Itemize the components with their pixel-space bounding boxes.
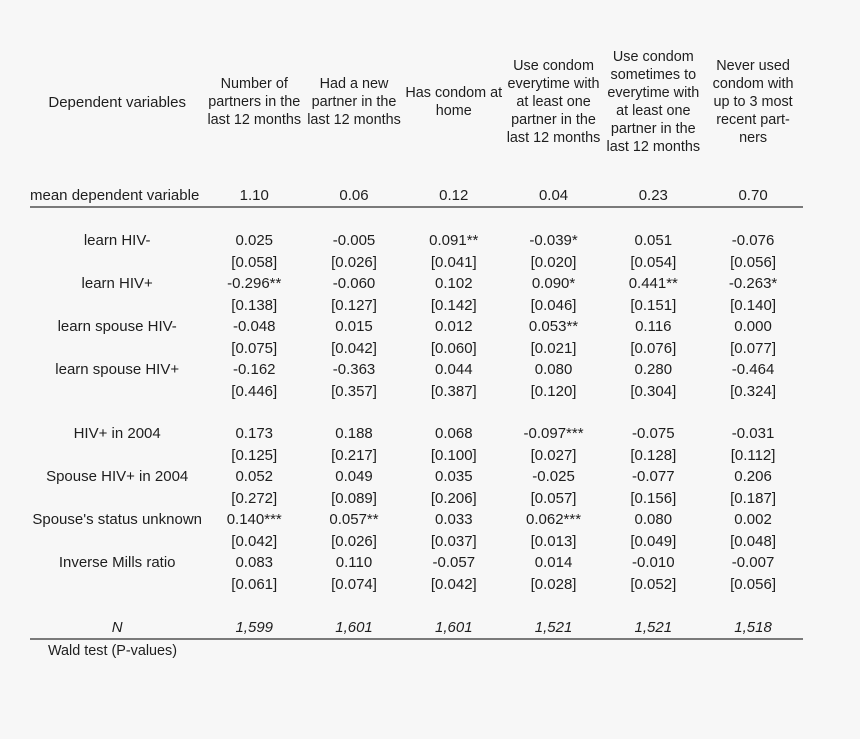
n-value: 1,518 (734, 619, 772, 636)
row-label: learn spouse HIV+ (55, 361, 180, 379)
coefficient-cell: 0.002 (734, 511, 772, 529)
mean-value: 0.70 (738, 186, 768, 204)
n-value: 1,601 (335, 619, 373, 636)
standard-error-cell: [0.021] (530, 339, 577, 357)
standard-error-cell: [0.128] (630, 446, 677, 464)
row-label: learn HIV- (83, 232, 151, 250)
standard-error-cell: [0.304] (630, 382, 677, 400)
standard-error-cell: [0.041] (430, 253, 477, 271)
coefficient-cell: 0.441** (628, 275, 678, 293)
standard-error-cell: [0.075] (231, 339, 278, 357)
n-value: 1,601 (435, 619, 473, 636)
standard-error-cell: [0.089] (331, 489, 377, 507)
standard-error-cell: [0.026] (331, 532, 377, 550)
coefficient-cell: 0.080 (534, 361, 573, 379)
coefficient-cell: 0.080 (634, 511, 673, 529)
coefficient-cell: -0.005 (332, 232, 376, 250)
mean-value: 0.04 (538, 186, 569, 204)
coefficient-cell: 0.053** (528, 318, 579, 336)
footer-note: Wald test (P-values) (48, 643, 178, 659)
coefficient-cell: 0.280 (634, 361, 673, 379)
coefficient-cell: 0.062*** (526, 511, 582, 529)
coefficient-cell: -0.039* (529, 232, 578, 250)
coefficient-cell: 0.012 (435, 318, 473, 336)
standard-error-cell: [0.042] (430, 575, 477, 593)
regression-table (30, 36, 803, 659)
header-label: Dependent variables (48, 93, 186, 111)
divider-line (30, 638, 803, 640)
standard-error-cell: [0.100] (430, 446, 477, 464)
mean-value: 0.12 (439, 186, 469, 204)
standard-error-row (30, 445, 803, 467)
row-label: N (111, 619, 123, 636)
column-header: Use condom sometimes to everytime with at least one partner in the last 12 months (606, 49, 701, 155)
column-header: Number of partners in the last 12 months (207, 76, 302, 128)
coefficient-cell: 0.035 (435, 468, 473, 486)
row-label: learn HIV+ (81, 275, 153, 293)
standard-error-cell: [0.054] (630, 253, 677, 271)
mean-value: 1.10 (239, 186, 269, 204)
coefficient-cell: -0.007 (731, 554, 775, 572)
coefficient-cell: -0.077 (632, 468, 675, 486)
column-header: Use condom everytime with at least one partner in the last 12 months (506, 58, 601, 146)
column-header: Had a new partner in the last 12 months (307, 76, 401, 128)
standard-error-cell: [0.056] (730, 253, 776, 271)
header-row (30, 36, 803, 168)
row-label: mean dependent variable (30, 186, 200, 204)
coefficient-row (30, 359, 803, 381)
coefficient-cell: 0.033 (435, 511, 473, 529)
row-label: learn spouse HIV- (57, 318, 177, 336)
coefficient-row (30, 509, 803, 531)
standard-error-cell: [0.042] (231, 532, 278, 550)
coefficient-cell: 0.052 (235, 468, 274, 486)
row-label: Spouse HIV+ in 2004 (46, 468, 189, 486)
coefficient-cell: 0.014 (534, 554, 573, 572)
standard-error-row (30, 252, 803, 274)
standard-error-cell: [0.046] (530, 296, 577, 314)
standard-error-cell: [0.013] (530, 532, 577, 550)
standard-error-cell: [0.076] (630, 339, 677, 357)
standard-error-cell: [0.142] (430, 296, 477, 314)
n-row (30, 617, 803, 638)
standard-error-cell: [0.052] (630, 575, 677, 593)
standard-error-cell: [0.056] (730, 575, 776, 593)
coefficient-row (30, 552, 803, 574)
coefficient-cell: 0.188 (335, 425, 373, 443)
mean-row (30, 184, 803, 206)
coefficient-cell: 0.057** (329, 511, 379, 529)
coefficient-cell: -0.048 (232, 318, 276, 336)
coefficient-block-2 (30, 423, 803, 595)
coefficient-cell: 0.025 (235, 232, 274, 250)
mean-value: 0.06 (339, 186, 369, 204)
standard-error-cell: [0.217] (331, 446, 377, 464)
coefficient-row (30, 273, 803, 295)
coefficient-cell: 0.206 (734, 468, 772, 486)
standard-error-cell: [0.324] (730, 382, 776, 400)
coefficient-cell: -0.057 (432, 554, 476, 572)
coefficient-cell: -0.075 (632, 425, 675, 443)
coefficient-cell: -0.263* (728, 275, 778, 293)
n-value: 1,521 (634, 619, 673, 636)
coefficient-cell: 0.091** (429, 232, 479, 250)
column-header: Never used condom with up to 3 most recent part-ners (712, 58, 794, 146)
standard-error-cell: [0.125] (231, 446, 278, 464)
standard-error-cell: [0.187] (730, 489, 776, 507)
coefficient-cell: 0.116 (635, 318, 672, 336)
standard-error-row (30, 295, 803, 317)
coefficient-cell: -0.296** (227, 275, 282, 293)
coefficient-row (30, 230, 803, 252)
standard-error-cell: [0.446] (231, 382, 278, 400)
standard-error-cell: [0.151] (630, 296, 677, 314)
row-label: Spouse's status unknown (32, 511, 202, 529)
standard-error-cell: [0.048] (730, 532, 776, 550)
coefficient-cell: -0.363 (332, 361, 376, 379)
coefficient-cell: 0.049 (335, 468, 373, 486)
standard-error-cell: [0.120] (530, 382, 577, 400)
standard-error-cell: [0.060] (430, 339, 477, 357)
coefficient-cell: -0.076 (731, 232, 775, 250)
coefficient-cell: 0.000 (734, 318, 772, 336)
coefficient-cell: 0.090* (531, 275, 576, 293)
coefficient-cell: -0.162 (232, 361, 276, 379)
coefficient-cell: 0.140*** (226, 511, 282, 529)
coefficient-row (30, 423, 803, 445)
standard-error-cell: [0.387] (430, 382, 477, 400)
coefficient-cell: 0.051 (634, 232, 673, 250)
standard-error-row (30, 488, 803, 510)
standard-error-cell: [0.206] (430, 489, 477, 507)
standard-error-cell: [0.156] (630, 489, 677, 507)
coefficient-cell: 0.110 (335, 554, 373, 572)
standard-error-cell: [0.049] (630, 532, 677, 550)
coefficient-cell: -0.060 (332, 275, 376, 293)
standard-error-row (30, 381, 803, 403)
coefficient-cell: -0.010 (632, 554, 675, 572)
column-header: Has condom at home (405, 85, 503, 119)
standard-error-cell: [0.061] (231, 575, 278, 593)
standard-error-cell: [0.077] (730, 339, 776, 357)
standard-error-cell: [0.026] (331, 253, 377, 271)
standard-error-cell: [0.028] (530, 575, 577, 593)
coefficient-cell: -0.031 (731, 425, 775, 443)
standard-error-cell: [0.140] (730, 296, 776, 314)
standard-error-cell: [0.138] (231, 296, 278, 314)
standard-error-cell: [0.272] (231, 489, 278, 507)
coefficient-cell: 0.083 (235, 554, 274, 572)
coefficient-cell: 0.044 (435, 361, 473, 379)
row-label: HIV+ in 2004 (73, 425, 161, 443)
standard-error-cell: [0.057] (530, 489, 577, 507)
standard-error-cell: [0.020] (530, 253, 577, 271)
standard-error-row (30, 574, 803, 596)
standard-error-cell: [0.112] (730, 446, 776, 464)
coefficient-cell: 0.102 (435, 275, 473, 293)
standard-error-row (30, 338, 803, 360)
mean-value: 0.23 (638, 186, 668, 204)
standard-error-cell: [0.037] (430, 532, 477, 550)
row-label: Inverse Mills ratio (58, 554, 176, 572)
standard-error-cell: [0.074] (331, 575, 377, 593)
coefficient-block-1 (30, 230, 803, 402)
coefficient-cell: -0.464 (731, 361, 775, 379)
standard-error-cell: [0.027] (530, 446, 577, 464)
standard-error-cell: [0.058] (231, 253, 278, 271)
standard-error-cell: [0.127] (331, 296, 377, 314)
coefficient-cell: 0.015 (335, 318, 373, 336)
coefficient-cell: 0.068 (435, 425, 473, 443)
coefficient-row (30, 466, 803, 488)
coefficient-cell: -0.025 (532, 468, 575, 486)
standard-error-cell: [0.042] (331, 339, 377, 357)
coefficient-row (30, 316, 803, 338)
n-value: 1,599 (235, 619, 274, 636)
coefficient-cell: 0.173 (235, 425, 274, 443)
coefficient-cell: -0.097*** (523, 425, 584, 443)
n-value: 1,521 (534, 619, 573, 636)
standard-error-cell: [0.357] (331, 382, 377, 400)
standard-error-row (30, 531, 803, 553)
